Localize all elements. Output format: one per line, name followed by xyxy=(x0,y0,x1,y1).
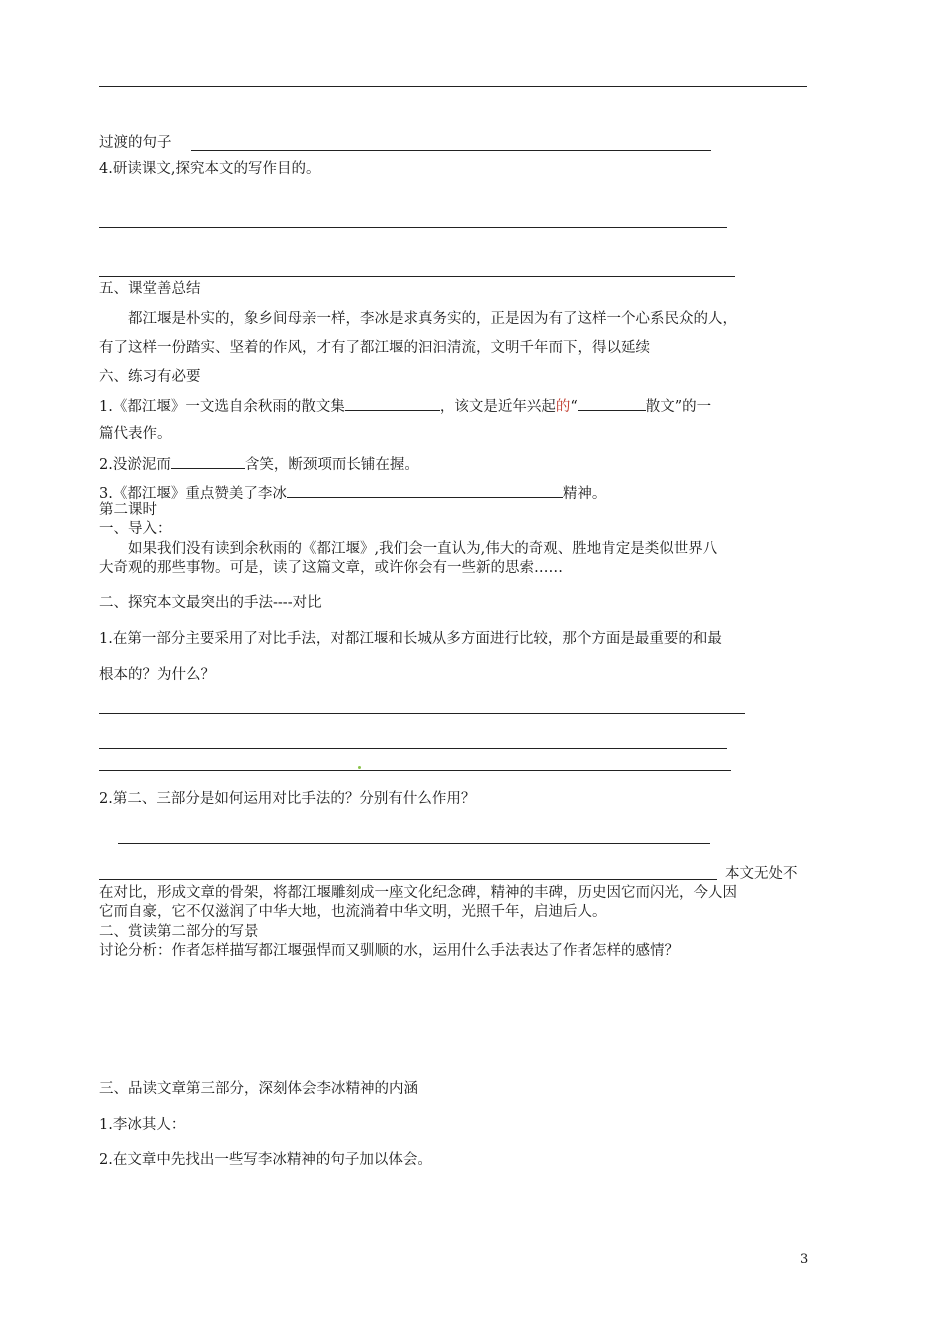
answer-line xyxy=(99,227,727,228)
question-1-line-a: 1.在第一部分主要采用了对比手法，对都江堰和长城从多方面进行比较，那个方面是最重要的和最 xyxy=(99,631,722,647)
exercise-2 xyxy=(99,453,419,475)
blank-line xyxy=(578,395,646,411)
answer-line xyxy=(99,748,727,749)
answer-line xyxy=(191,150,711,151)
li-bing-item-1: 1.李冰其人： xyxy=(99,1117,186,1133)
blank-line xyxy=(171,453,245,469)
summary-line-1: 都江堰是朴实的，象乡间母亲一样，李冰是求真务实的，正是因为有了这样一个心系民众的人， xyxy=(128,311,737,327)
exercise-1-cont: 篇代表作。 xyxy=(99,426,172,442)
section-6-title: 六、练习有必要 xyxy=(99,369,201,385)
question-4: 4.研读课文,探究本文的写作目的。 xyxy=(99,161,321,177)
question-1-line-b: 根本的？为什么？ xyxy=(99,667,215,683)
exercise-1-text-d: 散文”的一 xyxy=(645,399,712,415)
answer-line xyxy=(99,86,807,87)
exercise-1-text-b: ，该文是近年兴起 xyxy=(439,399,556,415)
exercise-2-text-a: 2.没淤泥而 xyxy=(99,457,171,473)
exercise-3-text-b: 精神。 xyxy=(562,486,607,502)
appreciate-title: 二、赏读第二部分的写景 xyxy=(99,924,259,940)
answer-line xyxy=(99,713,745,714)
answer-line xyxy=(99,879,717,880)
note-line-2: 它而自豪，它不仅滋润了中华大地，也流淌着中华文明，光照千年，启迪后人。 xyxy=(99,904,607,920)
summary-line-2: 有了这样一份踏实、坚着的作风，才有了都江堰的汩汩清流，文明千年而下，得以延续 xyxy=(99,340,650,356)
section-2-title: 二、探究本文最突出的手法----对比 xyxy=(99,595,322,611)
note-start: 本文无处不 xyxy=(725,866,798,882)
blank-line xyxy=(345,395,440,411)
lesson-2-title: 第二课时 xyxy=(99,502,157,518)
section-5-title: 五、课堂善总结 xyxy=(99,281,201,297)
blank-line xyxy=(287,482,563,498)
intro-line-1: 如果我们没有读到余秋雨的《都江堰》,我们会一直认为,伟大的奇观、胜地肯定是类似世界八 xyxy=(128,541,718,557)
answer-line xyxy=(99,770,731,771)
exercise-2-text-b: 含笑，断颈项而长铺在握。 xyxy=(244,457,419,473)
exercise-1-quote: “ xyxy=(570,399,578,415)
answer-line xyxy=(118,843,710,844)
li-bing-item-2: 2.在文章中先找出一些写李冰精神的句子加以体会。 xyxy=(99,1152,432,1168)
note-line-1: 在对比，形成文章的骨架，将都江堰雕刻成一座文化纪念碑，精神的丰碑，历史因它而闪光，今人因 xyxy=(99,885,737,901)
exercise-3-text-a: 3.《都江堰》重点赞美了李冰 xyxy=(99,486,287,502)
discussion-prompt: 讨论分析：作者怎样描写都江堰强悍而又驯顺的水，运用什么手法表达了作者怎样的感情？ xyxy=(99,943,679,959)
intro-title: 一、导入： xyxy=(99,521,172,537)
transition-label: 过渡的句子 xyxy=(99,135,172,151)
exercise-1-red-char: 的 xyxy=(555,399,571,415)
intro-line-2: 大奇观的那些事物。可是，读了这篇文章，或许你会有一些新的思索…… xyxy=(99,560,563,576)
page-number: 3 xyxy=(800,1252,809,1267)
marker-dot xyxy=(358,766,361,769)
exercise-1 xyxy=(99,395,711,417)
transition-label-line xyxy=(99,133,172,153)
answer-line xyxy=(99,276,735,277)
question-2: 2.第二、三部分是如何运用对比手法的？分别有什么作用？ xyxy=(99,791,476,807)
section-3-title: 三、品读文章第三部分，深刻体会李冰精神的内涵 xyxy=(99,1081,418,1097)
exercise-3 xyxy=(99,482,606,504)
exercise-1-text-a: 1.《都江堰》一文选自余秋雨的散文集 xyxy=(99,399,345,415)
